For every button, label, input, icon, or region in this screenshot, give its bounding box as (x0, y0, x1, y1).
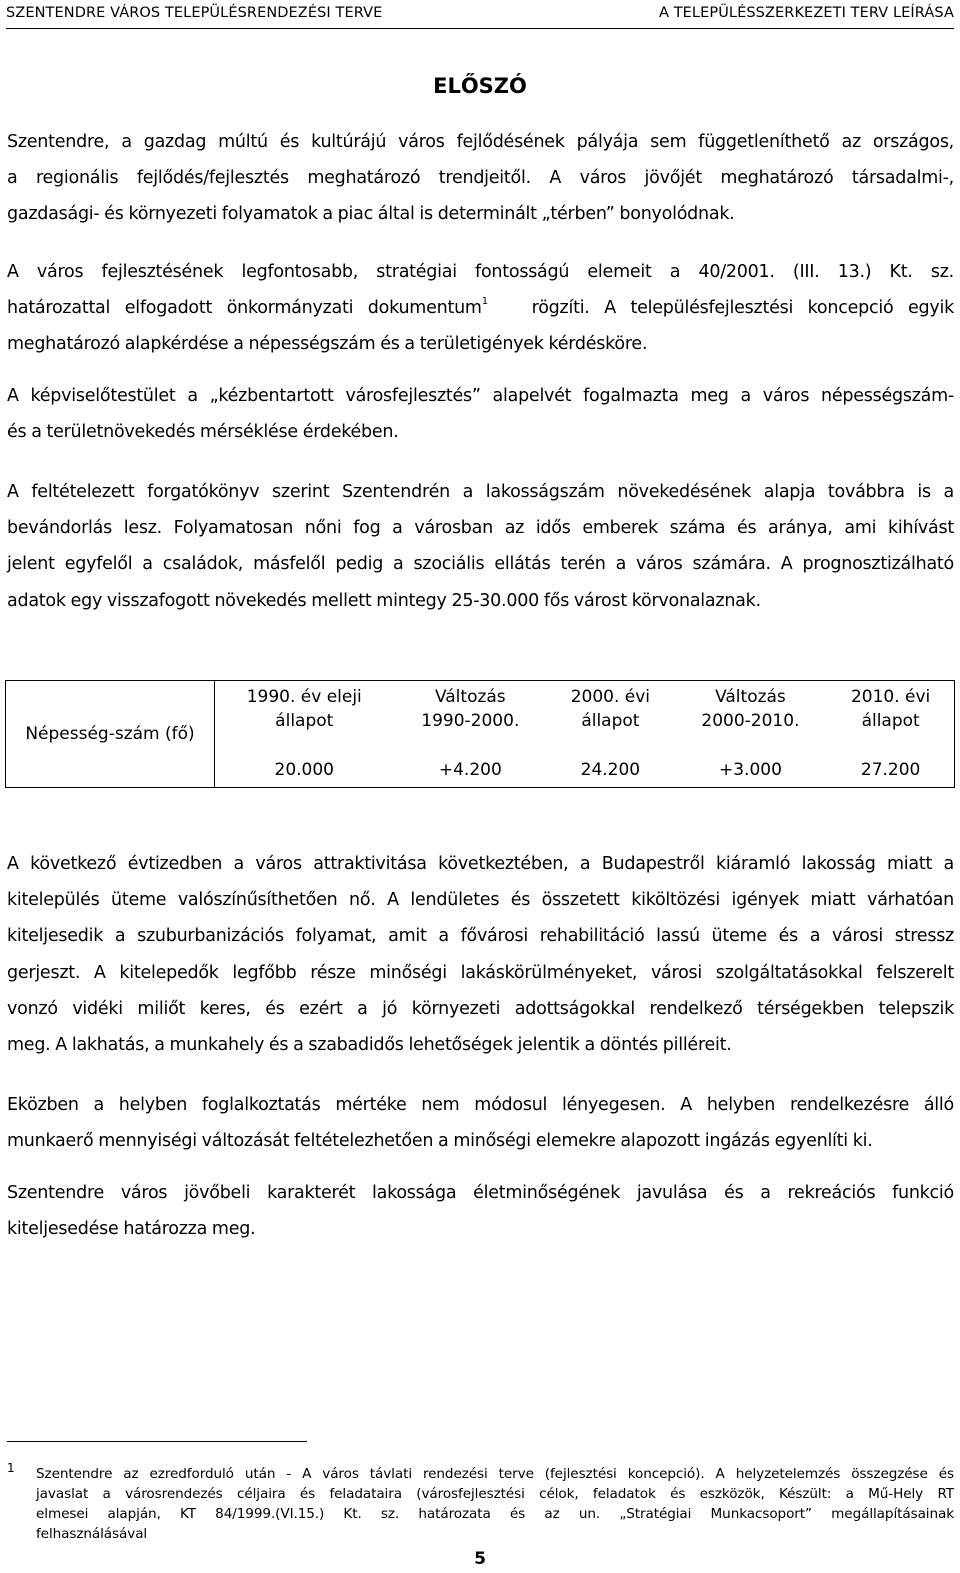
table-header-cell: 1990. év eleji állapot (246, 687, 362, 731)
footnote-line: elmesei alapján, KT 84/1999.(VI.15.) Kt. sz. határozata és az un. „Stratégiai Munkacsoport” megállapításainak (36, 1506, 954, 1522)
running-header (6, 0, 954, 29)
paragraph-line: gerjeszt. A kitelepedők legfőbb része minőségi lakáskörülményeket, városi szolgáltatásokkal felszerelt (7, 962, 954, 983)
header-section-title: A TELEPÜLÉSSZERKEZETI TERV LEÍRÁSA (658, 5, 954, 21)
paragraph-line: meghatározó alapkérdése a népességszám és a területigények kérdésköre. (7, 334, 648, 355)
paragraph-1 (7, 124, 954, 233)
table-header-cell: 2010. évi állapot (850, 687, 931, 731)
footnote-text (36, 1464, 954, 1544)
table-cell: +4.200 (438, 760, 502, 781)
paragraph-fragment: rögzíti. A településfejlesztési koncepció egyik (531, 298, 954, 319)
paragraph-line: jelent egyfelől a családok, másfelől pedig a szociális ellátás terén a város számára. A prognosztizálható (7, 554, 954, 575)
paragraph-line: Szentendre város jövőbeli karakterét lakossága életminőségének javulása és a rekreációs funkció (7, 1183, 954, 1203)
header-document-title: SZENTENDRE VÁROS TELEPÜLÉSRENDEZÉSI TERVE (6, 5, 383, 21)
page-title: ELŐSZÓ (433, 74, 527, 98)
paragraph-line: gazdasági- és környezeti folyamatok a piac által is determinált „térben” bonyolódnak. (7, 204, 735, 225)
paragraph-4 (7, 474, 954, 619)
paragraph-line: bevándorlás lesz. Folyamatosan nőni fog a városban az idős emberek száma és aránya, ami kihívást (7, 518, 954, 539)
paragraph-line (7, 290, 954, 326)
paragraph-7 (7, 1175, 954, 1247)
paragraph-line: adatok egy visszafogott növekedés mellett mintegy 25-30.000 fős várost körvonalaznak. (7, 590, 761, 611)
paragraph-2 (7, 254, 954, 363)
paragraph-line: kiteljesedése határozza meg. (7, 1219, 256, 1240)
population-table (5, 680, 955, 788)
table-cell: 20.000 (274, 760, 334, 781)
table-cell: 24.200 (580, 760, 641, 781)
page-number: 5 (474, 1549, 486, 1569)
paragraph-line: A képviselőtestület a „kézbentartott városfejlesztés” alapelvét fogalmazta meg a város népességszám- (7, 386, 954, 406)
table-header-cell: 2000. évi állapot (570, 687, 651, 731)
table-row-label: Népesség-szám (fő) (6, 681, 215, 788)
footnote-reference[interactable]: 1 (481, 296, 488, 308)
footnote-number: 1 (7, 1461, 15, 1475)
paragraph-fragment: határozattal elfogadott önkormányzati dokumentum (7, 298, 482, 319)
paragraph-line: és a területnövekedés mérséklése érdekében. (7, 422, 399, 443)
paragraph-line: Szentendre, a gazdag múltú és kultúrájú város fejlődésének pályája sem függetleníthető az országos, (7, 132, 954, 152)
paragraph-line: A következő évtizedben a város attraktivitása következtében, a Budapestről kiáramló lakosság miatt a (7, 854, 954, 874)
paragraph-line: meg. A lakhatás, a munkahely és a szabadidős lehetőségek jelentik a döntés pilléreit. (7, 1035, 732, 1056)
paragraph-line: kitelepülés üteme valószínűsíthetően nő. A lendületes és összetett kiköltözési igények miatt várhatóan (7, 890, 954, 911)
footnote-line: felhasználásával (36, 1526, 148, 1542)
table-cell: 27.200 (860, 760, 921, 781)
footnote-line: javaslat a városrendezés céljaira és feladataira (városfejlesztési célok, feladatok és eszközök, Készült: a Mű-Hely RT (36, 1486, 954, 1502)
table-header-cell: Változás 1990-2000. (421, 687, 520, 731)
table-cell: +3.000 (718, 760, 782, 781)
paragraph-line: A feltételezett forgatókönyv szerint Szentendrén a lakosságszám növekedésének alapja továbbra is a (7, 482, 954, 502)
paragraph-line: a regionális fejlődés/fejlesztés meghatározó trendjeitől. A város jövőjét meghatározó társadalmi-, (7, 168, 954, 189)
paragraph-line: A város fejlesztésének legfontosabb, stratégiai fontosságú elemeit a 40/2001. (III. 13.) Kt. sz. (7, 262, 954, 282)
paragraph-line: munkaerő mennyiségi változását feltételezhetően a minőségi elemekre alapozott ingázás egyenlíti ki. (7, 1131, 873, 1152)
table-header-row (6, 681, 955, 750)
paragraph-3 (7, 378, 954, 450)
footnote-separator (7, 1441, 307, 1442)
table-header-cell: Változás 2000-2010. (701, 687, 800, 731)
paragraph-5 (7, 846, 954, 1063)
paragraph-line: kiteljesedik a szuburbanizációs folyamat, amit a fővárosi rehabilitáció lassú üteme és a városi stressz (7, 926, 954, 947)
footnote-line: Szentendre az ezredforduló után - A város távlati rendezési terve (fejlesztési koncepció). A helyzetelemzés összegzése és (36, 1466, 954, 1482)
paragraph-line: vonzó vidéki miliőt keres, és ezért a jó környezeti adottságokkal rendelkező térségekben telepszik (7, 998, 954, 1019)
paragraph-line: Eközben a helyben foglalkoztatás mértéke nem módosul lényegesen. A helyben rendelkezésre álló (7, 1095, 954, 1115)
paragraph-6 (7, 1087, 954, 1159)
